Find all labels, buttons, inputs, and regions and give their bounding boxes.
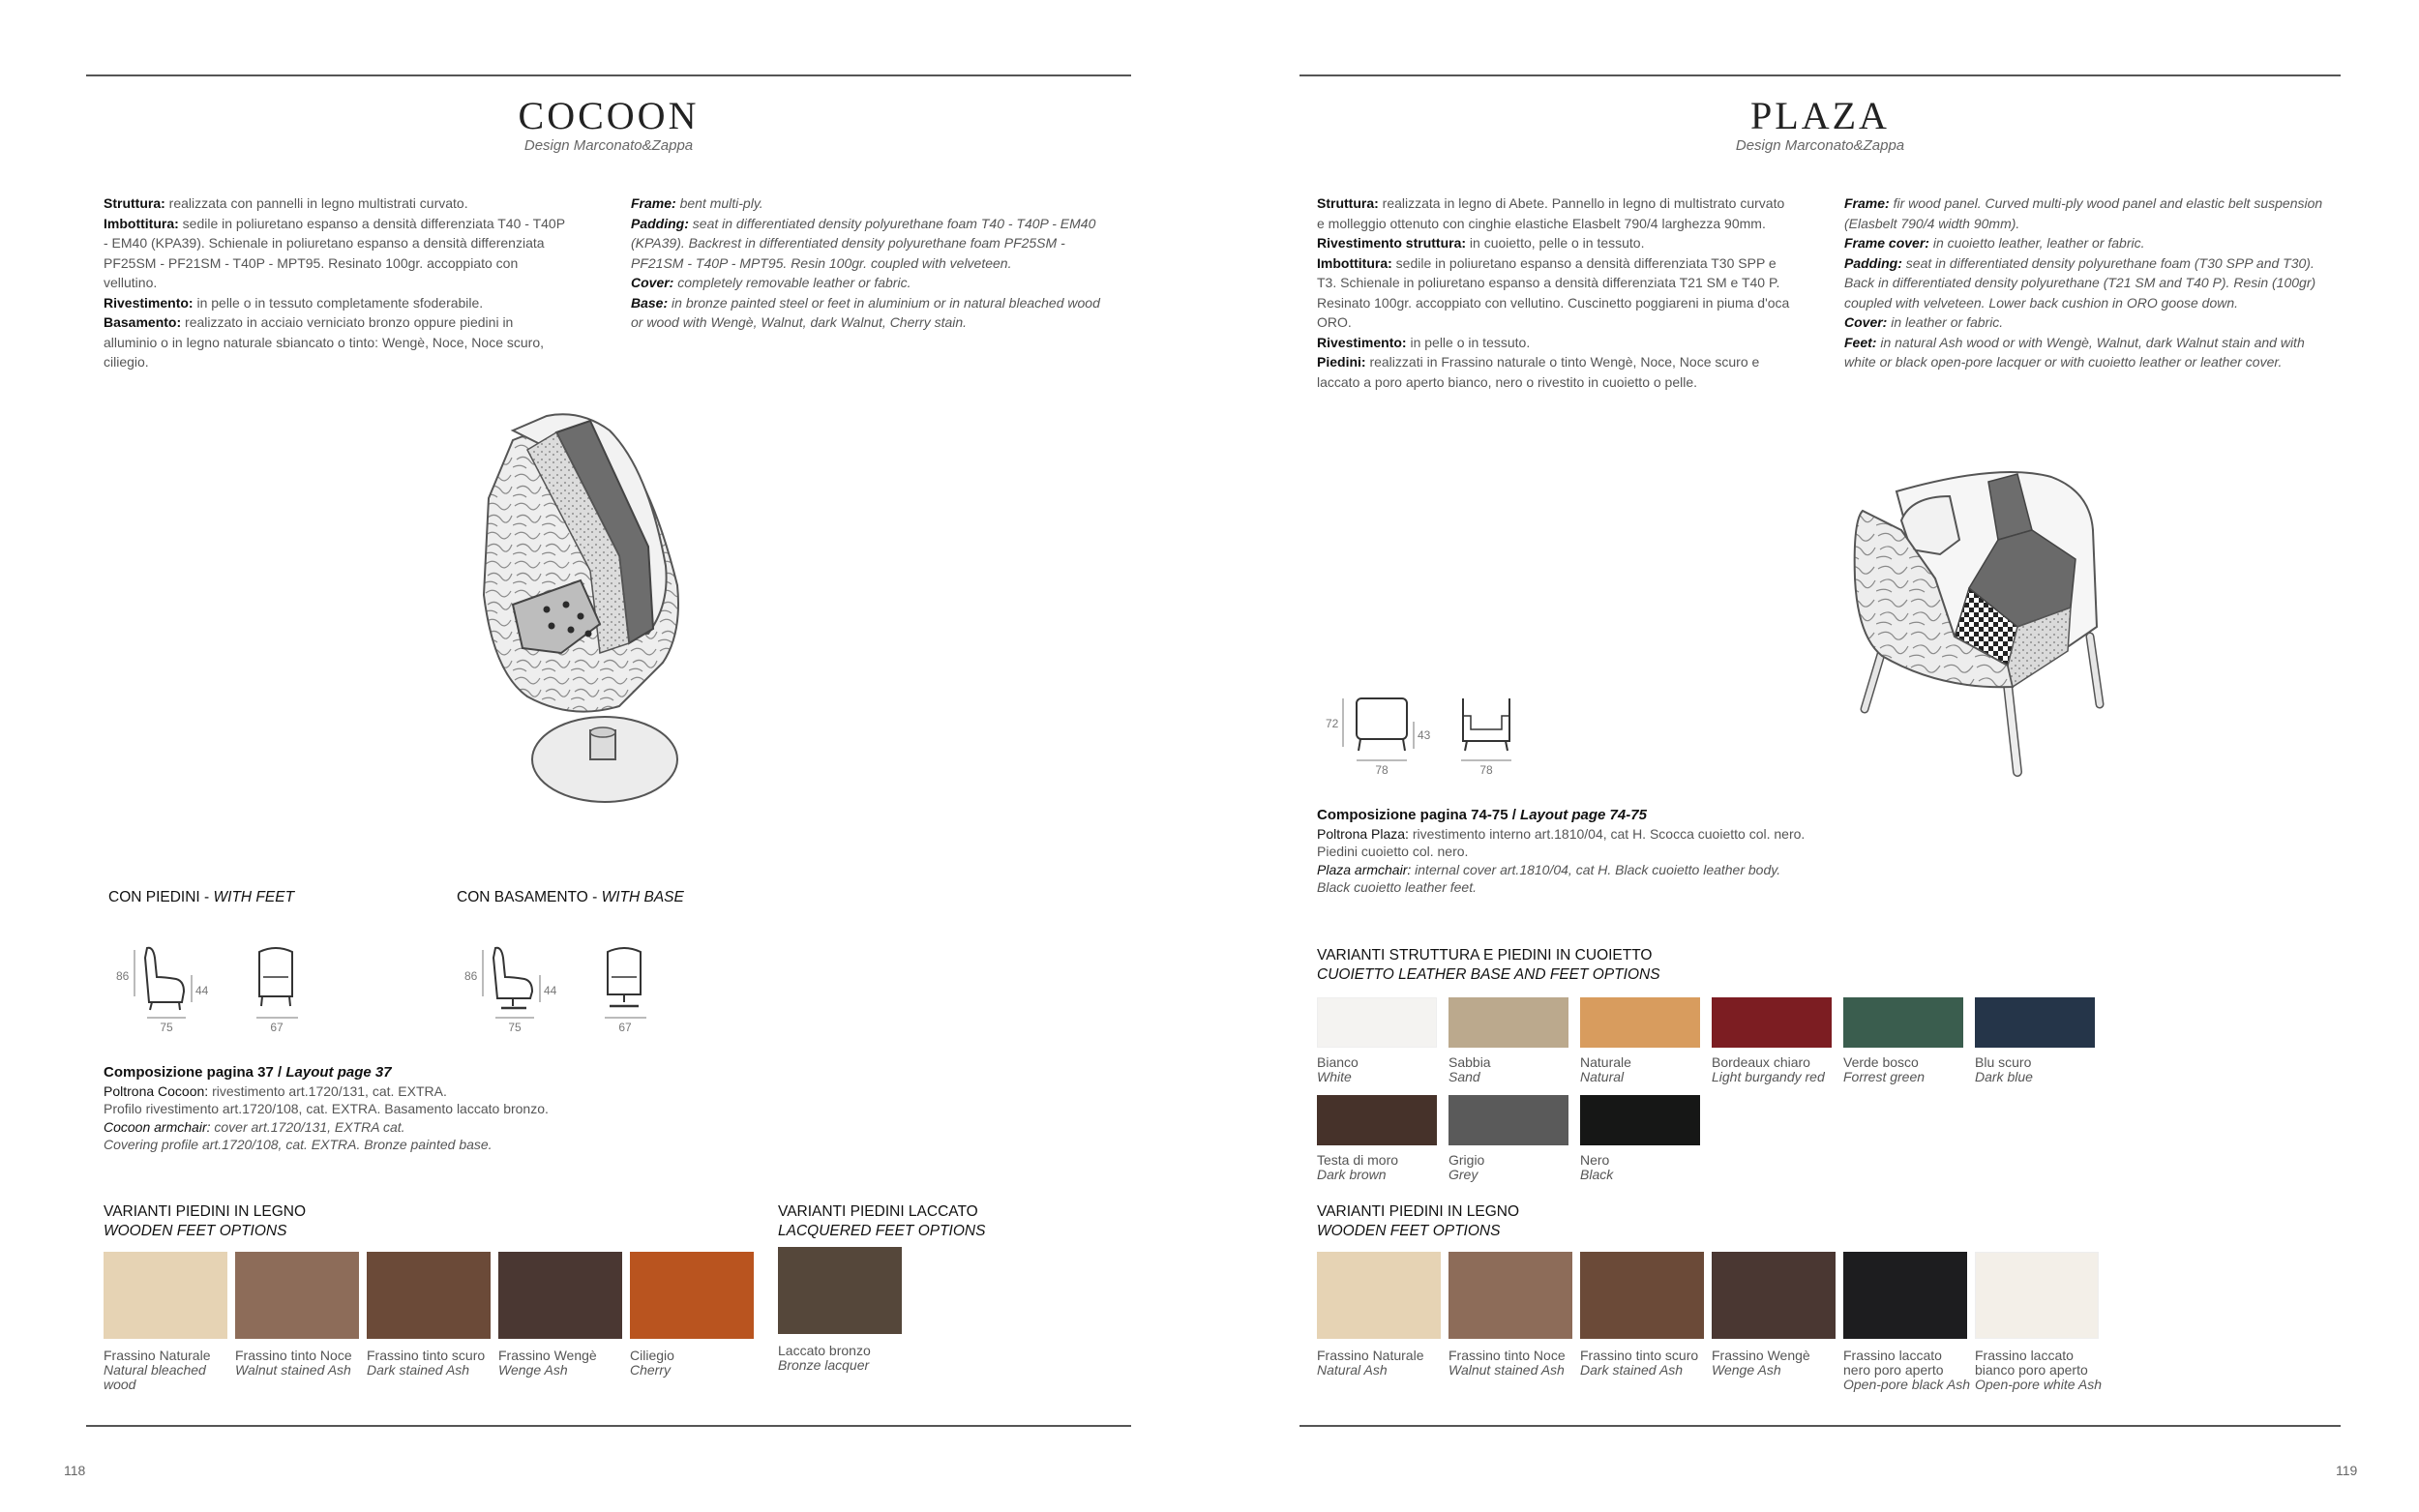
spec-it-paragraph [104,312,568,372]
swatch-name-it: Grigio [1448,1152,1485,1168]
swatch-name-en: Natural Ash [1317,1362,1388,1378]
spec-en-text: bent multi-ply. [675,195,763,211]
spec-it-label: Basamento: [104,314,182,330]
spec-en-paragraph [1844,312,2338,333]
color-swatch[interactable] [1317,997,1437,1048]
dim-height-label: 72 [1326,717,1339,730]
dim-width-label: 78 [1479,763,1493,777]
dimension-drawing-with-base [455,938,668,1035]
color-swatch[interactable] [367,1252,491,1339]
spec-en-paragraph [1844,333,2338,372]
swatch-name-en: Light burgandy red [1712,1069,1825,1084]
color-swatch[interactable] [1448,1252,1572,1339]
spec-en-text: in bronze painted steel or feet in aluminium or in natural bleached wood or wood with Wengè, Walnut, dark Walnut, Cherry stain. [631,294,1100,330]
swatch-name-it: Naturale [1580,1054,1631,1070]
spec-en-paragraph [1844,193,2338,233]
color-swatch[interactable] [1975,997,2095,1048]
swatch-name-it: Bordeaux chiaro [1712,1054,1810,1070]
swatch-name-en: White [1317,1069,1352,1084]
lacquer-options-heading: VARIANTI PIEDINI LACCATO LACQUERED FEET OPTIONS [778,1203,986,1239]
swatch-name-it: Frassino laccato nero poro aperto [1843,1348,1944,1378]
color-swatch[interactable] [778,1247,902,1334]
swatch-caption [498,1349,626,1378]
plaza-chair-illustration [1843,462,2134,786]
spec-it-label: Rivestimento: [1317,334,1407,350]
swatch-name-en: Forrest green [1843,1069,1926,1084]
swatch-name-it: Frassino Wengè [498,1348,597,1363]
spec-it-paragraph [104,293,568,313]
swatch-caption [1317,1349,1445,1378]
spec-en-label: Padding: [1844,254,1902,271]
dim-depth-label: 75 [160,1021,173,1034]
swatch-name-en: Walnut stained Ash [1448,1362,1565,1378]
color-swatch[interactable] [1975,1252,2099,1339]
swatch-caption [1580,1153,1716,1182]
color-swatch[interactable] [1580,997,1700,1048]
spec-it-text: in pelle o in tessuto. [1406,334,1531,350]
swatch-caption [1712,1349,1839,1378]
spec-it-label: Rivestimento struttura: [1317,235,1467,251]
bottom-rule-right [1299,1425,2341,1427]
color-swatch[interactable] [1317,1095,1437,1145]
color-swatch[interactable] [630,1252,754,1339]
dim-depth-label: 75 [508,1021,522,1034]
swatch-name-it: Frassino Naturale [1317,1348,1424,1363]
spec-english-cocoon [631,193,1115,333]
spec-it-text: realizzata con pannelli in legno multistrati curvato. [164,195,468,211]
spec-it-label: Struttura: [1317,195,1379,211]
swatch-caption [1843,1349,1971,1392]
wood-options-heading-right: VARIANTI PIEDINI IN LEGNO WOODEN FEET OPTIONS [1317,1203,1520,1239]
spec-it-paragraph [1317,193,1791,233]
spec-it-text: realizzata in legno di Abete. Pannello in legno di multistrato curvato e molleggio ottenuto con cinghie elastiche Elasbelt 790/4 larghezza 90mm. [1317,195,1785,231]
swatch-name-en: Dark brown [1317,1167,1387,1182]
option-label-with-base: CON BASAMENTO - WITH BASE [457,889,684,905]
swatch-name-it: Frassino tinto scuro [1580,1348,1699,1363]
swatch-name-en: Black [1580,1167,1614,1182]
spec-en-label: Cover: [1844,314,1888,330]
swatch-name-it: Frassino Wengè [1712,1348,1810,1363]
swatch-caption [1843,1055,1979,1084]
swatch-name-en: Open-pore black Ash [1843,1377,1970,1392]
spec-it-text: in cuoietto, pelle o in tessuto. [1466,235,1645,251]
dimension-drawing-with-feet [106,938,319,1035]
composition-note-cocoon: Composizione pagina 37 / Layout page 37 Poltrona Cocoon: rivestimento art.1720/131, cat. EXTRA. Profilo rivestimento art.1720/108, cat. EXTRA. Basamento laccato bronzo. Cocoon armchair: cover art.1720/131, EXTRA cat. Covering profile art.1720/108, cat. EXTRA. Bronze painted base. [104,1064,549,1152]
swatch-name-en: Sand [1448,1069,1480,1084]
spec-it-paragraph [104,214,568,293]
spec-it-paragraph [1317,253,1791,333]
top-rule-right [1299,74,2341,76]
swatch-name-en: Bronze lacquer [778,1357,870,1373]
swatch-name-en: Dark blue [1975,1069,2033,1084]
swatch-name-it: Bianco [1317,1054,1359,1070]
swatch-name-en: Dark stained Ash [367,1362,470,1378]
swatch-caption [630,1349,758,1378]
spec-it-label: Rivestimento: [104,294,194,311]
spec-en-paragraph [1844,233,2338,253]
dim-width-label: 67 [270,1021,284,1034]
swatch-caption [1317,1055,1452,1084]
designer-credit-plaza: Design Marconato&Zappa [1735,137,1905,154]
swatch-caption [1580,1349,1708,1378]
swatch-caption [1448,1153,1584,1182]
color-swatch[interactable] [1580,1095,1700,1145]
swatch-caption [1712,1055,1847,1084]
spec-it-text: realizzato in acciaio verniciato bronzo oppure piedini in alluminio o in legno naturale sbiancato o tinto: Wengè, Noce, Noce scuro, ciliegio. [104,314,545,370]
cocoon-chair-illustration [455,411,716,808]
color-swatch[interactable] [1448,1095,1568,1145]
swatch-caption [1975,1349,2103,1392]
spec-en-label: Frame: [1844,195,1890,211]
dim-height-label: 86 [116,969,130,983]
page-number-right: 119 [2336,1463,2358,1478]
color-swatch[interactable] [1712,997,1832,1048]
designer-credit-cocoon: Design Marconato&Zappa [523,137,694,154]
color-swatch[interactable] [1843,1252,1967,1339]
spec-it-label: Piedini: [1317,354,1366,370]
dimension-drawing-plaza [1320,687,1533,784]
swatch-caption [1448,1349,1576,1378]
swatch-name-it: Frassino tinto Noce [1448,1348,1566,1363]
spec-italian-plaza [1317,193,1791,392]
dim-seat-label: 44 [195,984,209,997]
spec-it-text: sedile in poliuretano espanso a densità differenziata T30 SPP e T3. Schienale in poliuretano espanso a densità differenziata T21 SM e T40 P. Resinato 100gr. accoppiato con vellutino. Cuscinetto poggiareni in piuma d'oca ORO. [1317,254,1790,330]
swatch-name-en: Grey [1448,1167,1478,1182]
spec-it-label: Struttura: [104,195,165,211]
dim-seat-label: 43 [1418,728,1431,742]
wood-options-heading-left: VARIANTI PIEDINI IN LEGNO WOODEN FEET OPTIONS [104,1203,307,1239]
page-title-plaza: PLAZA [1750,94,1890,137]
swatch-name-en: Cherry [630,1362,672,1378]
swatch-name-en: Walnut stained Ash [235,1362,351,1378]
spec-en-paragraph [631,214,1115,274]
swatch-name-it: Frassino tinto scuro [367,1348,486,1363]
spec-it-text: sedile in poliuretano espanso a densità differenziata T40 - T40P - EM40 (KPA39). Schienale in poliuretano espanso a densità differenziata PF25SM - PF21SM - T40P - MPT95. Resinato 100gr. accoppiato con vellutino. [104,215,565,290]
spec-en-label: Frame: [631,195,676,211]
swatch-name-en: Wenge Ash [498,1362,568,1378]
dim-depth-label: 78 [1375,763,1389,777]
page-number-left: 118 [64,1463,86,1478]
swatch-name-en: Natural [1580,1069,1625,1084]
dim-height-label: 86 [464,969,478,983]
spec-en-text: completely removable leather or fabric. [673,275,911,290]
color-swatch[interactable] [1317,1252,1441,1339]
swatch-name-it: Blu scuro [1975,1054,2032,1070]
color-swatch[interactable] [1448,997,1568,1048]
swatch-name-en: Open-pore white Ash [1975,1377,2102,1392]
swatch-name-en: Dark stained Ash [1580,1362,1684,1378]
spec-en-label: Base: [631,294,669,311]
spec-en-paragraph [631,293,1115,333]
spec-en-text: fir wood panel. Curved multi-ply wood panel and elastic belt suspension (Elasbelt 790/4 width 90mm). [1844,195,2323,231]
swatch-caption [778,1344,913,1373]
spec-en-text: seat in differentiated density polyurethane foam T40 - T40P - EM40 (KPA39). Backrest in differentiated density polyurethane foam PF25SM - PF21SM - T40P - MPT95. Resin 100gr. coupled with velveteen. [631,215,1096,271]
swatch-caption [1317,1153,1452,1182]
dim-seat-label: 44 [544,984,557,997]
option-label-with-feet: CON PIEDINI - WITH FEET [108,889,295,905]
swatch-caption [1975,1055,2110,1084]
swatch-name-it: Ciliegio [630,1348,674,1363]
spec-en-label: Padding: [631,215,689,231]
spec-english-plaza [1844,193,2338,372]
page-title-cocoon: COCOON [518,94,700,137]
swatch-name-it: Sabbia [1448,1054,1491,1070]
color-swatch[interactable] [498,1252,622,1339]
swatch-name-it: Nero [1580,1152,1610,1168]
dim-width-label: 67 [618,1021,632,1034]
spec-en-text: in natural Ash wood or with Wengè, Walnut, dark Walnut stain and with white or black open-pore lacquer or with cuoietto leather or leather cover. [1844,334,2305,370]
spec-it-text: realizzati in Frassino naturale o tinto Wengè, Noce, Noce scuro e laccato a poro aperto bianco, nero o rivestito in cuoietto o pelle. [1317,354,1760,390]
swatch-name-it: Frassino Naturale [104,1348,211,1363]
swatch-caption [104,1349,231,1392]
spec-it-paragraph [1317,233,1791,253]
spec-it-label: Imbottitura: [1317,254,1392,271]
spec-it-label: Imbottitura: [104,215,179,231]
swatch-name-it: Frassino laccato bianco poro aperto [1975,1348,2088,1378]
spec-it-paragraph [104,193,568,214]
swatch-caption [367,1349,494,1378]
spec-en-paragraph [1844,253,2338,313]
spec-en-label: Cover: [631,275,674,290]
swatch-name-it: Frassino tinto Noce [235,1348,352,1363]
color-swatch[interactable] [235,1252,359,1339]
composition-note-plaza: Composizione pagina 74-75 / Layout page 74-75 Poltrona Plaza: rivestimento interno art.1810/04, cat H. Scocca cuoietto col. nero. Piedini cuoietto col. nero. Plaza armchair: internal cover art.1810/04, cat H. Black cuoietto leather body. Black cuoietto leather feet. [1317,807,1806,895]
spec-it-text: in pelle o in tessuto completamente sfoderabile. [193,294,484,311]
spec-en-text: seat in differentiated density polyurethane foam (T30 SPP and T30). Back in differentiated density polyurethane (T21 SM and T40 P). Resin (100gr) coupled with velveteen. Lower back cushion in ORO goose down. [1844,254,2316,311]
swatch-name-en: Wenge Ash [1712,1362,1781,1378]
swatch-name-it: Testa di moro [1317,1152,1399,1168]
spec-italian-cocoon [104,193,568,372]
spec-en-text: in leather or fabric. [1887,314,2004,330]
swatch-name-en: Natural bleached wood [104,1362,206,1392]
swatch-name-it: Verde bosco [1843,1054,1919,1070]
color-swatch[interactable] [1712,1252,1836,1339]
spec-en-label: Feet: [1844,334,1877,350]
leather-options-heading: VARIANTI STRUTTURA E PIEDINI IN CUOIETTO CUOIETTO LEATHER BASE AND FEET OPTIONS [1317,947,1660,983]
top-rule-left [86,74,1131,76]
color-swatch[interactable] [1843,997,1963,1048]
spec-en-paragraph [631,273,1115,293]
spec-it-paragraph [1317,333,1791,353]
swatch-caption [235,1349,363,1378]
bottom-rule-left [86,1425,1131,1427]
swatch-caption [1580,1055,1716,1084]
swatch-name-it: Laccato bronzo [778,1343,871,1358]
spec-en-paragraph [631,193,1115,214]
swatch-caption [1448,1055,1584,1084]
spec-it-paragraph [1317,352,1791,392]
color-swatch[interactable] [104,1252,227,1339]
color-swatch[interactable] [1580,1252,1704,1339]
spec-en-label: Frame cover: [1844,235,1929,251]
spec-en-text: in cuoietto leather, leather or fabric. [1928,235,2145,251]
